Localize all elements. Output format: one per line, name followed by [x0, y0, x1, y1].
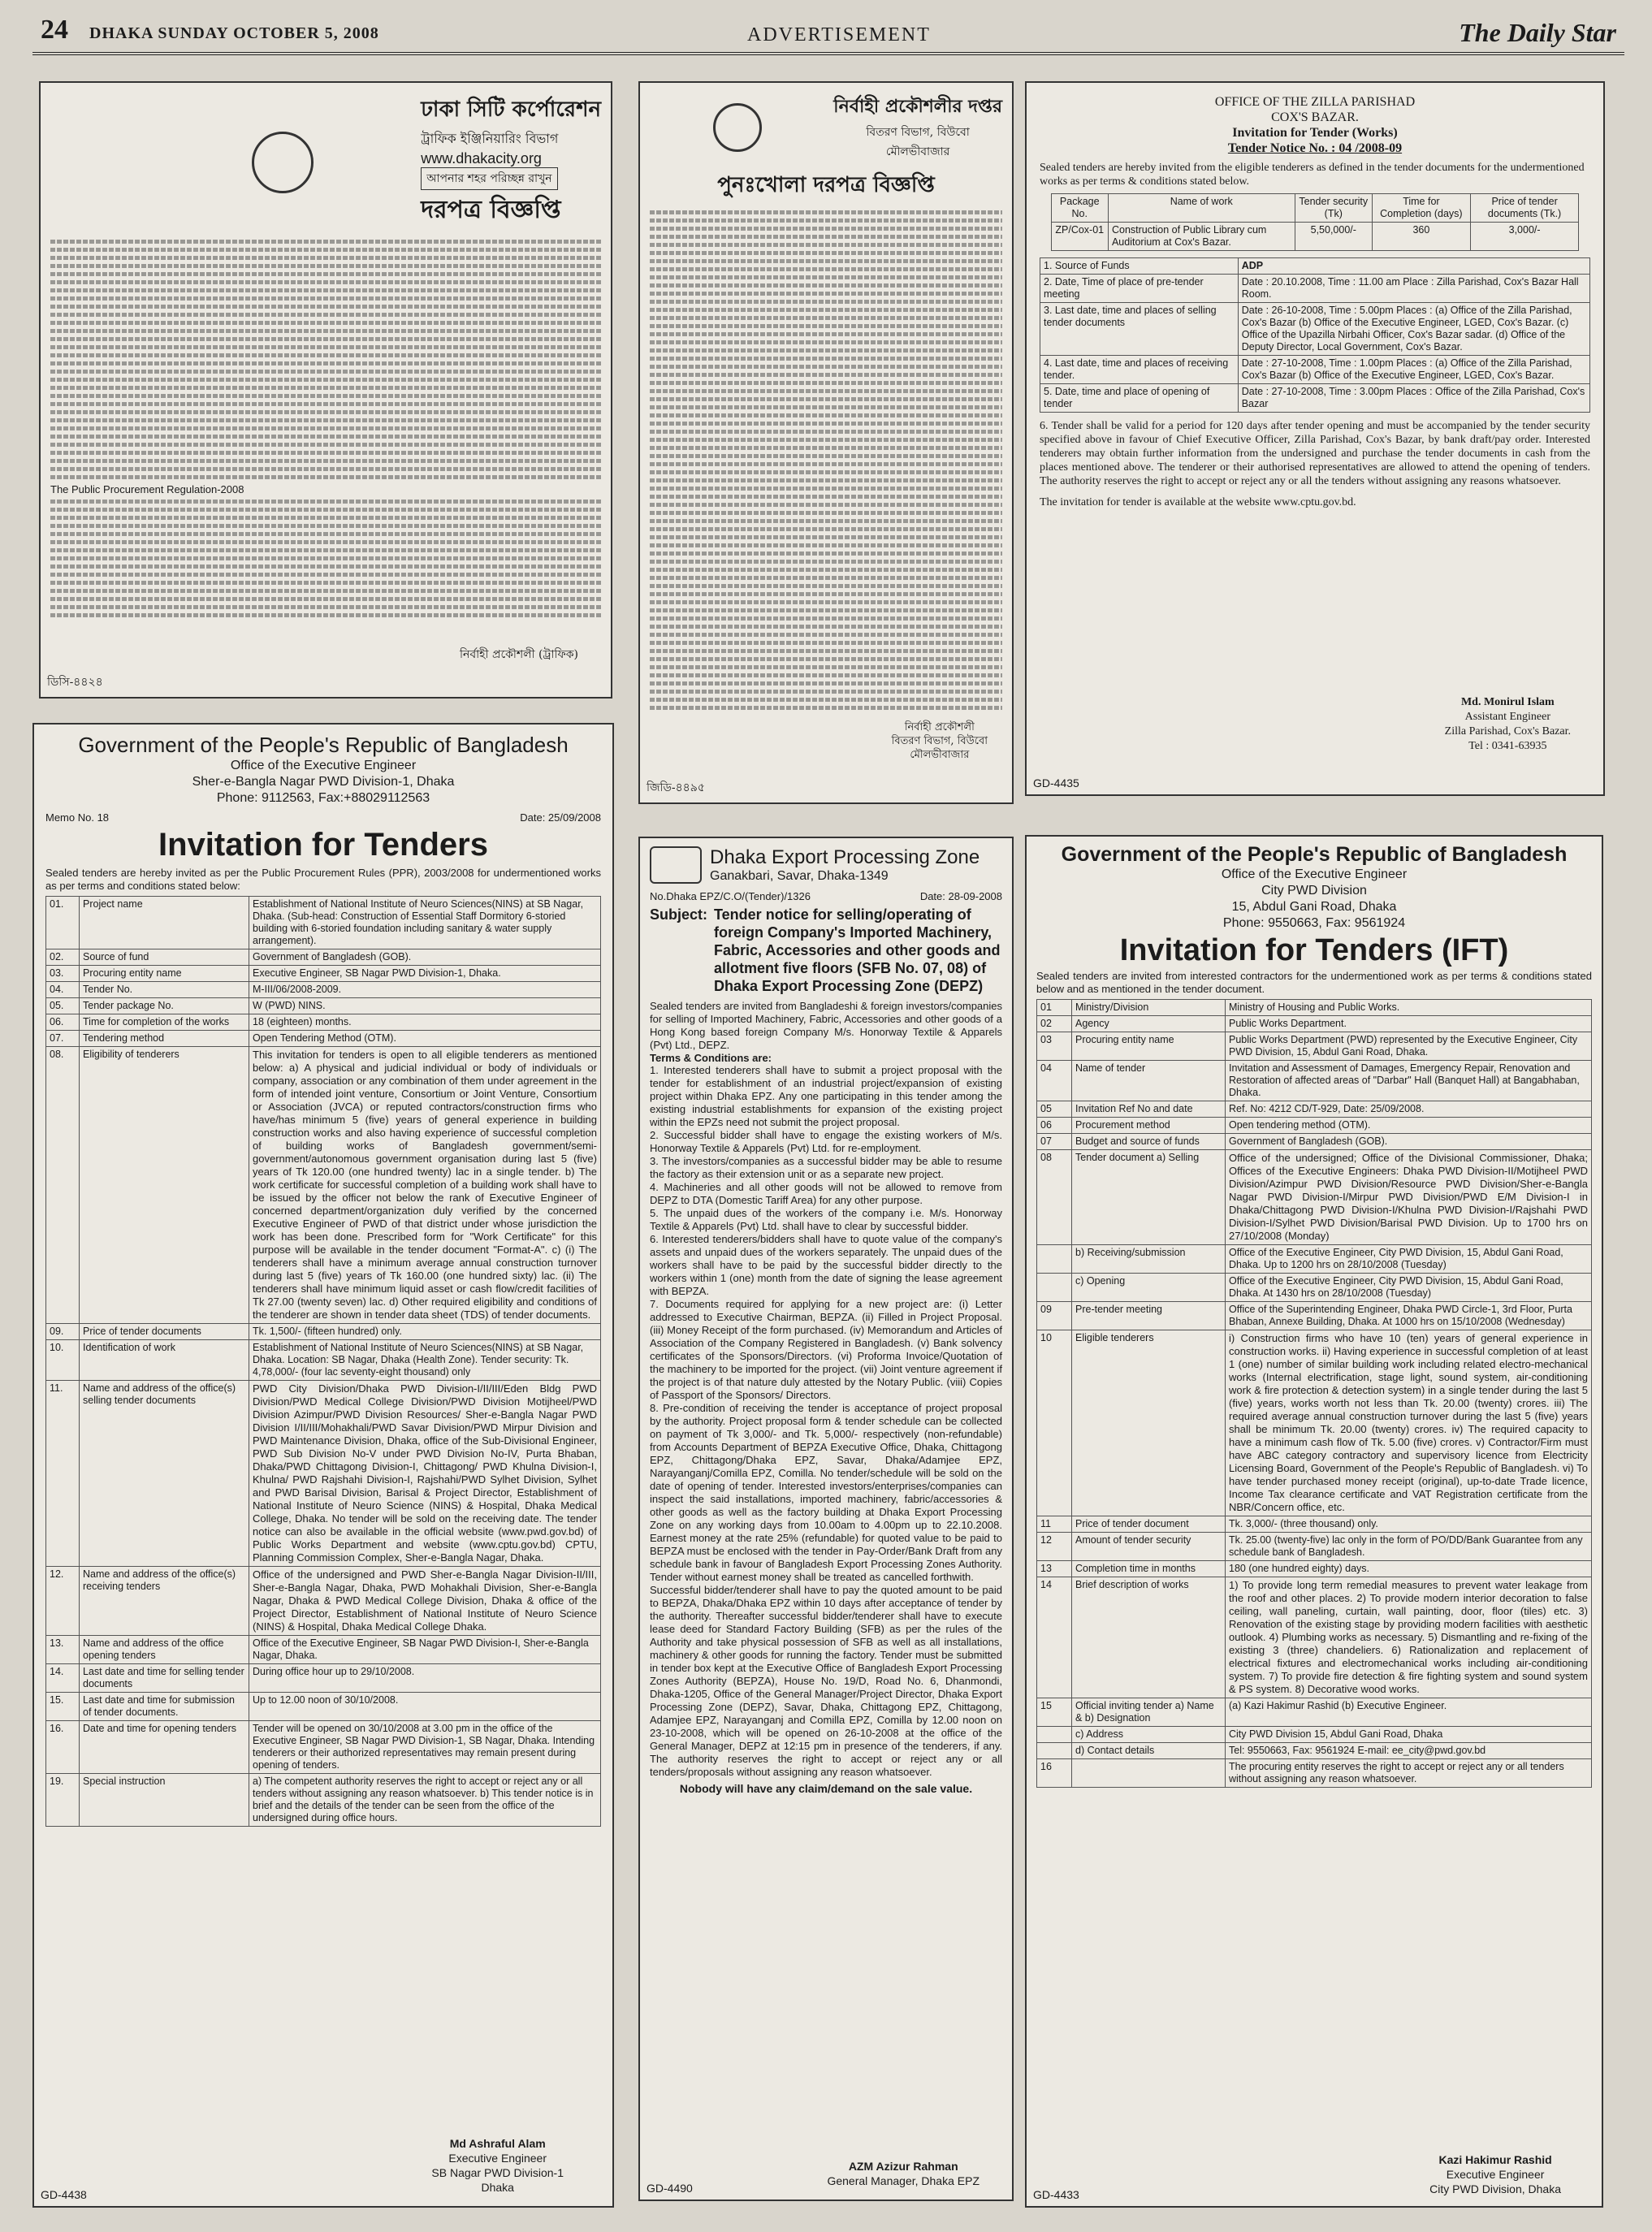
bepza-subject: Tender notice for selling/operating of foreign Company's Imported Machinery, Fabric, Accessories and other goods and allotment five floors (SFB No. 07, 08) of Dhaka Export Processing Zone (DEPZ): [714, 906, 1001, 994]
bwdb-sig-dept: বিতরণ বিভাগ, বিউবো: [891, 735, 988, 747]
pwd2-office: Office of the Executive Engineer: [1221, 867, 1408, 881]
dcc-slogan: আপনার শহর পরিচ্ছন্ন রাখুন: [421, 167, 557, 190]
row-label: Agency: [1072, 1016, 1226, 1032]
row-value: 1) To provide long term remedial measures to prevent water leakage from the roof and other places. 2) To provide modern interior decoration to false ceiling, wall paneling, curtain, wall painting, door, floor (tiles) etc. 3) Renovation of the existing stage by providing modern facilities with aesthetic outlook. 4) Plumbing works as necessary. 5) Dismantling and re-fixing of the existing 3 (three) chandeliers. 6) Rationalization and replacement of electrical fixtures and electromechanical works including air-conditioning system. 7) To provide fire detection & fire fighting system and sound system & PS system. 8) Decorative wood works.: [1226, 1577, 1592, 1698]
row-label: Name and address of the office(s) receiving tenders: [80, 1567, 249, 1636]
zp-term-key: 2. Date, Time of place of pre-tender meeting: [1040, 275, 1239, 303]
row-value: Government of Bangladesh (GOB).: [249, 949, 601, 966]
row-value: Open Tendering Method (OTM).: [249, 1031, 601, 1047]
row-no: 04: [1037, 1061, 1072, 1101]
row-no: 06: [1037, 1118, 1072, 1134]
zp-col-header: Time for Completion (days): [1373, 194, 1471, 223]
zp-org: OFFICE OF THE ZILLA PARISHAD: [1214, 95, 1416, 109]
row-value: Ministry of Housing and Public Works.: [1226, 1000, 1592, 1016]
dcc-code: ডিসি-৪৪২৪: [47, 676, 103, 689]
row-no: 05: [1037, 1101, 1072, 1118]
row-value: Government of Bangladesh (GOB).: [1226, 1134, 1592, 1150]
dcc-seal-icon: [252, 132, 314, 193]
zp-sig-name: Md. Monirul Islam: [1460, 696, 1555, 708]
table-row: [1037, 1016, 1592, 1032]
row-label: Pre-tender meeting: [1072, 1302, 1226, 1330]
row-value: Public Works Department.: [1226, 1016, 1592, 1032]
table-row: [46, 982, 601, 998]
row-value: PWD City Division/Dhaka PWD Division-I/II/III/Eden Bldg PWD Division/PWD Medical College Division/PWD Division Motijheel/PWD Division Azimpur/PWD Division Resources/ Sher-e-Bangla Nagar PWD Division I/II/III/Mohakhali/PWD Savar Division/PWD Mirpur Division and PWD Maintenance Division, Dhaka, office of the Sub-Divisional Engineer, PWD Sub Division No-V under PWD Division No-IV, Purta Bhaban, Dhaka/PWD Chittagong Division-I, Chittagong/ PWD Khulna Division-I, Khulna/ PWD Rajshahi Division-I, Rajshahi/PWD Sylhet Division, Sylhet and PWD Barisal Division, Barisal & Project Director, Establishment of National Institute of Neuro Science (NINS) & Hospital, Dhaka Medical College, Dhaka. No tender will be sold on the receiving date. The tender notice can also be available in the official website (www.pwd.gov.bd) of Public Works Department and website (www.cptu.gov.bd) CPTU, Planning Commission Complex, Sher-e-Bangla Nagar, Dhaka.: [249, 1381, 601, 1567]
zp-intro: Sealed tenders are hereby invited from the eligible tenderers as defined in the tender documents for the undermentioned works as per terms & conditions stated below.: [1040, 162, 1585, 188]
row-value: Invitation and Assessment of Damages, Emergency Repair, Renovation and Restoration of affected areas of "Darbar" Hall (Banquet Hall) at Bangabhaban, Dhaka.: [1226, 1061, 1592, 1101]
pwd1-sig-org: SB Nagar PWD Division-1: [431, 2166, 564, 2179]
bepza-closing: Nobody will have any claim/demand on the sale value.: [679, 1782, 973, 1795]
ad-zilla-parishad: [1025, 81, 1605, 796]
row-value: M-III/06/2008-2009.: [249, 982, 601, 998]
row-no: 19.: [46, 1774, 80, 1827]
row-no: 10.: [46, 1340, 80, 1381]
bepza-sig-title: General Manager, Dhaka EPZ: [827, 2174, 980, 2187]
row-no: 16.: [46, 1721, 80, 1774]
bwdb-org: নির্বাহী প্রকৌশলীর দপ্তর: [833, 96, 1002, 117]
dcc-dept: ট্রাফিক ইঞ্জিনিয়ারিং বিভাগ: [421, 131, 559, 146]
zp-term-value: Date : 27-10-2008, Time : 1.00pm Places : (a) Office of the Zilla Parishad, Cox's Bazar (b) Office of the Executive Engineer, LGED, Cox's Bazar.: [1238, 356, 1589, 384]
row-no: [1037, 1727, 1072, 1743]
row-label: Source of fund: [80, 949, 249, 966]
row-no: 10: [1037, 1330, 1072, 1516]
row-value: During office hour up to 29/10/2008.: [249, 1664, 601, 1693]
pwd2-title: Invitation for Tenders (IFT): [1119, 933, 1509, 967]
row-no: 13.: [46, 1636, 80, 1664]
zp-notice-no: Tender Notice No. : 04 /2008-09: [1227, 141, 1403, 155]
row-value: Establishment of National Institute of Neuro Sciences(NINS) at SB Nagar, Dhaka. Location: SB Nagar, Dhaka (Health Zone). Tender security: Tk. 4,78,000/- (four lac seventy-eight thousand) only: [249, 1340, 601, 1381]
zp-term-value: ADP: [1238, 258, 1589, 275]
row-no: 09.: [46, 1324, 80, 1340]
pwd2-signature: [1429, 2152, 1561, 2196]
dcc-signature: নির্বাহী প্রকৌশলী (ট্রাফিক): [459, 648, 578, 661]
ad-dhaka-epz: [638, 837, 1014, 2201]
row-no: 08: [1037, 1150, 1072, 1245]
row-no: 03.: [46, 966, 80, 982]
table-row: [1040, 384, 1590, 413]
row-no: 11.: [46, 1381, 80, 1567]
ad-city-pwd: [1025, 835, 1603, 2208]
row-label: [1072, 1759, 1226, 1788]
newspaper-logo: The Daily Star: [1459, 18, 1616, 47]
row-no: 01.: [46, 897, 80, 949]
bepza-term: 7. Documents required for applying for a new project are: (i) Letter addressed to Executive Chairman, BEPZA. (ii) Filled in Project Proposal. (iii) Money Receipt of the form purchased. (iv) Memorandum and Articles of Association of the Company Registered in Bangladesh. (v) Bank solvency certificates of the Sponsors/Directors. (vi) Proforma Invoice/Quotation of the machinery to be imported for the project. (vii) Joint venture agreement if the project is of that nature duly attested by the Notary Public. (viii) Copies of Passport of the Sponsors/ Directors.: [650, 1298, 1002, 1401]
table-row: [1037, 1516, 1592, 1533]
pwd1-code: GD-4438: [41, 2188, 87, 2201]
zp-code: GD-4435: [1033, 776, 1079, 789]
bepza-term: 3. The investors/companies as a successful bidder may be able to resume the factory as their extension unit or as a separate new project.: [650, 1155, 1002, 1180]
row-no: 07: [1037, 1134, 1072, 1150]
row-label: Price of tender document: [1072, 1516, 1226, 1533]
row-label: Last date and time for selling tender documents: [80, 1664, 249, 1693]
row-label: Procuring entity name: [80, 966, 249, 982]
bepza-term: 5. The unpaid dues of the workers of the company i.e. M/s. Honorway Textile & Apparels (Pvt) Ltd. shall have to clear by successful bidder.: [650, 1207, 1002, 1232]
row-value: Office of the Executive Engineer, City PWD Division, 15, Abdul Gani Road, Dhaka. At 1430 hrs on 28/10/2008 (Tuesday): [1226, 1274, 1592, 1302]
bwdb-signature: [892, 720, 988, 762]
pwd1-sig-title: Executive Engineer: [448, 2152, 547, 2165]
dcc-body-text: [50, 240, 601, 479]
ad-bwdb-retender: [638, 81, 1014, 804]
pwd2-sig-name: Kazi Hakimur Rashid: [1438, 2153, 1552, 2166]
row-value: Office of the Superintending Engineer, Dhaka PWD Circle-1, 3rd Floor, Purta Bhaban, Annexe Building, Dhaka. At 1000 hrs on 15/10/2008 (Wednesday): [1226, 1302, 1592, 1330]
zp-sig-tel: Tel : 0341-63935: [1468, 740, 1547, 752]
table-row: [1037, 1118, 1592, 1134]
pwd1-memo: Memo No. 18: [45, 811, 110, 824]
bwdb-dept: বিতরণ বিভাগ, বিউবো: [866, 126, 970, 139]
pwd1-date: Date: 25/09/2008: [520, 811, 601, 824]
bepza-date: Date: 28-09-2008: [919, 890, 1002, 902]
zp-cell: 3,000/-: [1470, 223, 1579, 251]
row-no: 04.: [46, 982, 80, 998]
ad-dhaka-city-corporation: [39, 81, 612, 699]
zp-sig-org: Zilla Parishad, Cox's Bazar.: [1444, 725, 1571, 738]
table-row: [1040, 356, 1590, 384]
bepza-sig-name: AZM Azizur Rahman: [848, 2160, 958, 2173]
zp-term-key: 5. Date, time and place of opening of tender: [1040, 384, 1239, 413]
row-value: 180 (one hundred eighty) days.: [1226, 1561, 1592, 1577]
table-row: [46, 1381, 601, 1567]
bwdb-seal-icon: [713, 103, 762, 152]
zp-col-header: Tender security (Tk): [1295, 194, 1372, 223]
row-no: [1037, 1245, 1072, 1274]
row-value: Up to 12.00 noon of 30/10/2008.: [249, 1693, 601, 1721]
row-label: Official inviting tender a) Name & b) Designation: [1072, 1698, 1226, 1727]
bwdb-body-text: [650, 210, 1002, 710]
row-label: Last date and time for submission of tender documents.: [80, 1693, 249, 1721]
row-value: 18 (eighteen) months.: [249, 1014, 601, 1031]
row-no: 12.: [46, 1567, 80, 1636]
pwd2-sig-org: City PWD Division, Dhaka: [1429, 2182, 1561, 2195]
table-row: [1037, 1330, 1592, 1516]
pwd2-intro: Sealed tenders are invited from interested contractors for the undermentioned work as per terms & conditions stated below and as mentioned in the tender document.: [1036, 970, 1592, 995]
pwd1-intro: Sealed tenders are hereby invited as per the Public Procurement Rules (PPR), 2003/2008 for undermentioned works as per terms and conditions stated below:: [45, 867, 601, 892]
table-row: [46, 1324, 601, 1340]
row-value: Establishment of National Institute of Neuro Sciences(NINS) at SB Nagar, Dhaka. (Sub-head: Construction of Essential Staff Dormitory 6-storied building with 6-storied foundation including sanitary & water supply arrangement).: [249, 897, 601, 949]
bepza-ref: No.Dhaka EPZ/C.O/(Tender)/1326: [650, 890, 811, 902]
row-label: Completion time in months: [1072, 1561, 1226, 1577]
dcc-conditions: [50, 500, 601, 617]
bwdb-place: মৌলভীবাজার: [885, 145, 950, 158]
row-label: Procurement method: [1072, 1118, 1226, 1134]
row-no: 15.: [46, 1693, 80, 1721]
zp-cell: 360: [1373, 223, 1471, 251]
bepza-code: GD-4490: [647, 2182, 693, 2195]
zp-term-value: Date : 27-10-2008, Time : 3.00pm Places : Office of the Zilla Parishad, Cox's Bazar: [1238, 384, 1589, 413]
row-label: b) Receiving/submission: [1072, 1245, 1226, 1274]
zp-cell: ZP/Cox-01: [1051, 223, 1108, 251]
row-label: Tender document a) Selling: [1072, 1150, 1226, 1245]
bepza-signature: [827, 2159, 980, 2188]
zp-term-key: 1. Source of Funds: [1040, 258, 1239, 275]
zp-terms-table: [1040, 257, 1590, 413]
row-value: Tk. 1,500/- (fifteen hundred) only.: [249, 1324, 601, 1340]
row-label: Tender package No.: [80, 998, 249, 1014]
pwd1-sig-name: Md Ashraful Alam: [449, 2137, 546, 2150]
table-row: [46, 1031, 601, 1047]
table-row: [1040, 258, 1590, 275]
row-no: 14.: [46, 1664, 80, 1693]
table-row: [1037, 1561, 1592, 1577]
row-value: Office of the undersigned and PWD Sher-e-Bangla Nagar Division-II/III, Sher-e-Bangla Nagar, Dhaka, PWD Mohakhali Division, Sher-e-Bangla Nagar, Dhaka & PWD Medical College Division, Dhaka & office of the Project Director, Establishment of National Institute of Neuro Science (NINS) & Hospital, Dhaka Medical College Dhaka.: [249, 1567, 601, 1636]
pwd2-division: City PWD Division: [1261, 884, 1367, 898]
row-label: c) Address: [1072, 1727, 1226, 1743]
dcc-website: www.dhakacity.org: [421, 150, 542, 167]
row-label: d) Contact details: [1072, 1743, 1226, 1759]
row-no: 11: [1037, 1516, 1072, 1533]
pwd2-sig-title: Executive Engineer: [1446, 2168, 1545, 2181]
zp-place: COX'S BAZAR.: [1271, 110, 1359, 124]
table-row: [1037, 1698, 1592, 1727]
table-row: [1037, 1577, 1592, 1698]
row-label: Amount of tender security: [1072, 1533, 1226, 1561]
pwd1-office: Office of the Executive Engineer: [230, 759, 417, 772]
zp-sig-title: Assistant Engineer: [1464, 711, 1551, 723]
row-value: Office of the Executive Engineer, City PWD Division, 15, Abdul Gani Road, Dhaka. Up to 1200 hrs on 28/10/2008 (Tuesday): [1226, 1245, 1592, 1274]
row-label: Budget and source of funds: [1072, 1134, 1226, 1150]
bwdb-sig-name: নির্বাহী প্রকৌশলী: [904, 721, 975, 733]
row-label: Name of tender: [1072, 1061, 1226, 1101]
section-title: ADVERTISEMENT: [747, 24, 931, 45]
row-value: Tk. 25.00 (twenty-five) lac only in the form of PO/DD/Bank Guarantee from any schedule bank of Bangladesh.: [1226, 1533, 1592, 1561]
row-no: [1037, 1274, 1072, 1302]
table-row: [46, 998, 601, 1014]
zp-term-value: Date : 20.10.2008, Time : 11.00 am Place : Zilla Parishad, Cox's Bazar Hall Room.: [1238, 275, 1589, 303]
table-row: [1037, 1533, 1592, 1561]
zp-cell: 5,50,000/-: [1295, 223, 1372, 251]
table-row: [46, 1340, 601, 1381]
table-row: [1037, 1101, 1592, 1118]
row-no: 13: [1037, 1561, 1072, 1577]
table-row: [1037, 1759, 1592, 1788]
dcc-org: ঢাকা সিটি কর্পোরেশন: [421, 97, 601, 122]
row-no: 16: [1037, 1759, 1072, 1788]
bepza-logo-icon: [650, 846, 702, 884]
row-value: Executive Engineer, SB Nagar PWD Division-1, Dhaka.: [249, 966, 601, 982]
row-label: Price of tender documents: [80, 1324, 249, 1340]
bwdb-code: জিডি-৪৪৯৫: [647, 781, 705, 794]
ad-pwd-sb-nagar: [32, 723, 614, 2208]
row-label: Brief description of works: [1072, 1577, 1226, 1698]
row-no: 01: [1037, 1000, 1072, 1016]
table-row: [46, 1693, 601, 1721]
masthead: [32, 15, 1624, 55]
pwd2-phone: Phone: 9550663, Fax: 9561924: [1222, 916, 1406, 930]
table-row: [1037, 1150, 1592, 1245]
row-value: Open tendering method (OTM).: [1226, 1118, 1592, 1134]
zp-package-table: [1051, 193, 1580, 251]
zp-term-value: Date : 26-10-2008, Time : 5.00pm Places : (a) Office of the Zilla Parishad, Cox's Bazar (b) Office of the Executive Engineer, LGED, Cox's Bazar. (c) Office of the Upazilla Nirbahi Officer, Cox's Bazar sadar. (d) Office of the Deputy Director, Local Government, Cox's Bazar.: [1238, 303, 1589, 356]
zp-title: Invitation for Tender (Works): [1232, 126, 1398, 140]
row-no: [1037, 1743, 1072, 1759]
table-row: [1037, 1302, 1592, 1330]
row-value: Ref. No: 4212 CD/T-929, Date: 25/09/2008.: [1226, 1101, 1592, 1118]
table-row: [1037, 1727, 1592, 1743]
table-row: [1037, 1134, 1592, 1150]
pwd2-table: [1036, 999, 1592, 1788]
pwd2-code: GD-4433: [1033, 2188, 1079, 2201]
table-row: [1040, 275, 1590, 303]
pwd2-gov: Government of the People's Republic of Bangladesh: [1061, 843, 1568, 866]
zp-col-header: Price of tender documents (Tk.): [1470, 194, 1579, 223]
bepza-term: 6. Interested tenderers/bidders shall have to quote value of the company's assets and unpaid dues of the workers separately. The unpaid dues of the workers shall have to be paid by the successful bidder directly to the workers within 1 (one) month from the date of signing the lease agreement with BEPZA.: [650, 1233, 1002, 1297]
row-value: a) The competent authority reserves the right to accept or reject any or all tenders without assigning any reason whatsoever. b) This tender notice is in brief and the details of the tender can be seen from the office of the undersigned during office hours.: [249, 1774, 601, 1827]
table-row: [46, 949, 601, 966]
row-label: Special instruction: [80, 1774, 249, 1827]
row-value: Office of the undersigned; Office of the Divisional Commissioner, Dhaka; Offices of the Executive Engineers: Dhaka PWD Division-II/Motijheel PWD Division/Azimpur PWD Division/Resource PWD Division/Sher-e-Bangla Nagar PWD Division-I/Mirpur PWD Division/PWD E/M Division-I in Dhaka/Chittagong PWD Division-I/Khulna PWD Division-I/Rajshahi PWD Division-I/Sylhet PWD Division/Barisal PWD Division. Up to 1700 hrs on 27/10/2008 (Monday): [1226, 1150, 1592, 1245]
pwd1-sig-city: Dhaka: [481, 2181, 514, 2194]
row-label: Identification of work: [80, 1340, 249, 1381]
zp-term-key: 4. Last date, time and places of receiving tender.: [1040, 356, 1239, 384]
row-value: i) Construction firms who have 10 (ten) years of general experience in construction works. ii) Having experience in successful completion of at least 1 (one) number of similar building work including related electro-mechanical works (Internal electrification, stage light, sound system, air-conditioning work & fire protection & detection system) in a single tender during the last 5 (five) years, works worth not less than Tk. 20.00 (twenty) crores. iii) The required average annual construction turnover during the last 5 (five) years shall be minimum Tk. 20.00 (twenty) crores. iv) The required capacity to have a minimum cash flow of Tk. 5.00 (five) crores. v) Contractor/Firm must have ABC category contractory and supervisory licence from Electricity Licensing Board, Government of the People's Republic of Bangladesh. vi) To have tender purchased money receipt (original), up-to-date Trade licence, Income Tax clearance certificate and VAT Registration certificate from the NBR/Concern office, etc.: [1226, 1330, 1592, 1516]
table-row: [1037, 1032, 1592, 1061]
row-label: Eligible tenderers: [1072, 1330, 1226, 1516]
row-value: W (PWD) NINS.: [249, 998, 601, 1014]
bepza-address: Ganakbari, Savar, Dhaka-1349: [710, 869, 889, 883]
row-no: 15: [1037, 1698, 1072, 1727]
row-label: Ministry/Division: [1072, 1000, 1226, 1016]
dcc-title: দরপত্র বিজ্ঞপ্তি: [421, 196, 561, 224]
row-no: 09: [1037, 1302, 1072, 1330]
row-label: Name and address of the office opening tenders: [80, 1636, 249, 1664]
row-value: Public Works Department (PWD) represented by the Executive Engineer, City PWD Division, 15, Abdul Gani Road, Dhaka.: [1226, 1032, 1592, 1061]
bepza-terms-title: Terms & Conditions are:: [650, 1052, 772, 1064]
zp-website: The invitation for tender is available at the website www.cptu.gov.bd.: [1040, 496, 1356, 508]
row-value: Tel: 9550663, Fax: 9561924 E-mail: ee_city@pwd.gov.bd: [1226, 1743, 1592, 1759]
row-label: c) Opening: [1072, 1274, 1226, 1302]
row-no: 06.: [46, 1014, 80, 1031]
row-label: Project name: [80, 897, 249, 949]
table-row: [1037, 1743, 1592, 1759]
table-row: [1037, 1245, 1592, 1274]
bepza-org: Dhaka Export Processing Zone: [710, 846, 980, 868]
zp-term-key: 3. Last date, time and places of selling tender documents: [1040, 303, 1239, 356]
bepza-term: 4. Machineries and all other goods will not be allowed to remove from DEPZ to DTA (Domestic Tariff Area) for any other purpose.: [650, 1181, 1002, 1206]
table-row: [46, 1014, 601, 1031]
row-no: 03: [1037, 1032, 1072, 1061]
bepza-term: 2. Successful bidder shall have to engage the existing workers of M/s. Honorway Textile & Apparels (Pvt) Ltd. for re-employment.: [650, 1129, 1002, 1154]
row-no: 12: [1037, 1533, 1072, 1561]
dateline: DHAKA SUNDAY OCTOBER 5, 2008: [89, 24, 379, 42]
zp-col-header: Name of work: [1108, 194, 1295, 223]
pwd1-title: Invitation for Tenders: [158, 827, 488, 863]
row-label: Name and address of the office(s) selling tender documents: [80, 1381, 249, 1567]
row-label: Time for completion of the works: [80, 1014, 249, 1031]
row-value: Office of the Executive Engineer, SB Nagar PWD Division-I, Sher-e-Bangla Nagar, Dhaka.: [249, 1636, 601, 1664]
table-row: [46, 1721, 601, 1774]
table-row: [46, 897, 601, 949]
row-label: Invitation Ref No and date: [1072, 1101, 1226, 1118]
bepza-intro: Sealed tenders are invited from Bangladeshi & foreign investors/companies for selling of Imported Machinery, Fabric, Accessories and other goods of a Hong Kong based foreign Company M/s. Honorway Textile & Apparels (Pvt) Ltd., DEPZ.: [650, 1000, 1002, 1051]
table-row: [46, 1774, 601, 1827]
table-row: [46, 1664, 601, 1693]
row-no: 05.: [46, 998, 80, 1014]
bwdb-sig-place: মৌলভীবাজার: [910, 749, 970, 761]
zp-cell: Construction of Public Library cum Auditorium at Cox's Bazar.: [1108, 223, 1295, 251]
bwdb-title: পুনঃখোলা দরপত্র বিজ্ঞপ্তি: [717, 173, 935, 197]
table-row: [1037, 1000, 1592, 1016]
row-value: This invitation for tenders is open to all eligible tenderers as mentioned below: a) A physical and judicial individual or body of individuals or company, association or any combination of them under agreement in the form of intended joint venture, Consortium or Joint Venture, Consortium or Association (JVCA) or reputed contractors/construction firms who have/has minimum 5 (five) years of general experience in building construction works and also having experience of successful completion of building works of Bangladesh government/semi-government/autonomous government organisation during last 5 (five) years of Tk 120.00 (one hundred twenty) lac in a single tender. b) The work certificate for successful completion of a building work shall have to be issued by the officer not below the rank of Executive Engineer of concerned department/organization duly verified by the concerned Executive Engineer of PWD of that district under whose jurisdiction the work has been done. Prescribed form for "Work Certificate" for this purpose will be available in the tender document "Format-A". c) (i) The tenderers shall have a minimum average annual construction turnover during last 5 (five) years of Tk 160.00 (one hundred sixty) lac. (ii) The tenderers shall have minimum liquid asset or cash flow/credit facilities of Tk 27.00 (twenty seven) lac. d) Other required eligibility and conditions of the tenderer are shown in tender data sheet (TDS) of tender documents.: [249, 1047, 601, 1324]
row-value: City PWD Division 15, Abdul Gani Road, Dhaka: [1226, 1727, 1592, 1743]
row-no: 14: [1037, 1577, 1072, 1698]
row-value: Tender will be opened on 30/10/2008 at 3.00 pm in the office of the Executive Engineer, SB Nagar PWD Division-1, SB Nagar, Dhaka. Intending tenderers or their authorized representatives may remain present during opening of tenders.: [249, 1721, 601, 1774]
zp-signature: [1445, 695, 1571, 754]
row-value: The procuring entity reserves the right to accept or reject any or all tenders without assigning any reason whatsoever.: [1226, 1759, 1592, 1788]
row-no: 02: [1037, 1016, 1072, 1032]
pwd1-gov: Government of the People's Republic of Bangladesh: [78, 733, 569, 757]
row-label: Date and time for opening tenders: [80, 1721, 249, 1774]
zp-col-header: Package No.: [1051, 194, 1108, 223]
row-label: Procuring entity name: [1072, 1032, 1226, 1061]
table-row: [1037, 1061, 1592, 1101]
table-row: [46, 1636, 601, 1664]
table-row: [1040, 303, 1590, 356]
row-no: 07.: [46, 1031, 80, 1047]
row-no: 02.: [46, 949, 80, 966]
row-value: Tk. 3,000/- (three thousand) only.: [1226, 1516, 1592, 1533]
bepza-term: Successful bidder/tenderer shall have to pay the quoted amount to be paid to BEPZA, Dhaka/Dhaka EPZ within 10 days after acceptance of tender by the authority. Thereafter successful bidder/tenderer shall have to execute lease deed for Standard Factory Building (SFB) as per the rules of the Authority and take physical possession of SFB as well as all installations, machinery & other goods for running the factory. Tender must be submitted in tender box kept at the Executive Office of Bangladesh Export Processing Zones Authority (BEPZA), House No. 19/D, Road No. 6, Dhanmondi, Dhaka-1205, Office of the General Manager/Project Director, Dhaka Export Processing Zone (DEPZ), Savar, Dhaka, Chittagong EPZ, Chittagong, Adamjee EPZ, Narayanganj and Comilla EPZ, Comilla by 12.00 noon on 23-10-2008, which will be opened on 26-10-2008 at the office of the General Manager, DEPZ at 12:15 pm in presence of the tenderers, if any. The authority reserves the right to accept or reject any or all tenders/proposals without assigning any reason whatsoever.: [650, 1584, 1002, 1778]
bepza-term: 1. Interested tenderers shall have to submit a project proposal with the tender for establishment of an industrial project/expansion of existing project within Dhaka EPZ. Any one participating in this tender among the existing industrial establishments for expansion of the existing project within the EPZs need not submit the project proposal.: [650, 1064, 1002, 1128]
zp-clause-6: 6. Tender shall be valid for a period for 120 days after tender opening and must be accompanied by the tender security specified above in favour of Chief Executive Officer, Zilla Parishad, Cox's Bazar, by bank draft/pay order. Interested tenderers may obtain further information from the undersigned and purchase the tender documents in cash from the places mentioned above. The tenderer or their authorised representatives are allowed to attend the opening of tenders. The authority reserves the right to accept or reject any or all the tenders without assigning any reasons whatsoever.: [1040, 420, 1590, 487]
pwd1-table: [45, 896, 601, 1827]
pwd1-phone: Phone: 9112563, Fax:+88029112563: [216, 791, 430, 805]
bepza-subject-label: Subject:: [650, 906, 708, 923]
dcc-regulation: The Public Procurement Regulation-2008: [50, 483, 244, 495]
table-row: [1037, 1274, 1592, 1302]
pwd1-division: Sher-e-Bangla Nagar PWD Division-1, Dhaka: [192, 775, 455, 789]
row-value: (a) Kazi Hakimur Rashid (b) Executive Engineer.: [1226, 1698, 1592, 1727]
row-label: Tender No.: [80, 982, 249, 998]
table-row: [46, 1567, 601, 1636]
bepza-term: 8. Pre-condition of receiving the tender is acceptance of project proposal by the authority. Project proposal form & tender schedule can be collected on payment of Tk 3,000/- and Tk. 5,000/- respectively (non-refundable) from Accounts Department of BEPZA Executive Office, Dhaka, Chittagong EPZ, Chittagong/Dhaka EPZ, Savar, Dhaka/Adamjee EPZ, Narayanganj/Comilla EPZ, Comilla. No tender/schedule will be sold on the date of opening of tender. Interested investors/enterprises/companies can inspect the said installations, imported machinery, fabric/accessories & other goods as well as the factory building at Dhaka Export Processing Zone on any working days from 10.00am to 4.00pm up to 22.10.2008. Earnest money at the rate 25% (refundable) for quoted value to be paid to BEPZA must be enclosed with the tender in Pay-Order/Bank Draft from any schedule bank in favour of Bangladesh Export Processing Zones Authority. Tender without earnest money shall be treated as cancelled forthwith.: [650, 1402, 1002, 1583]
row-label: Eligibility of tenderers: [80, 1047, 249, 1324]
table-row: [46, 1047, 601, 1324]
row-label: Tendering method: [80, 1031, 249, 1047]
row-no: 08.: [46, 1047, 80, 1324]
pwd1-signature: [431, 2136, 564, 2195]
table-row: [46, 966, 601, 982]
page-number: 24: [41, 15, 68, 45]
pwd2-address: 15, Abdul Gani Road, Dhaka: [1231, 900, 1397, 914]
